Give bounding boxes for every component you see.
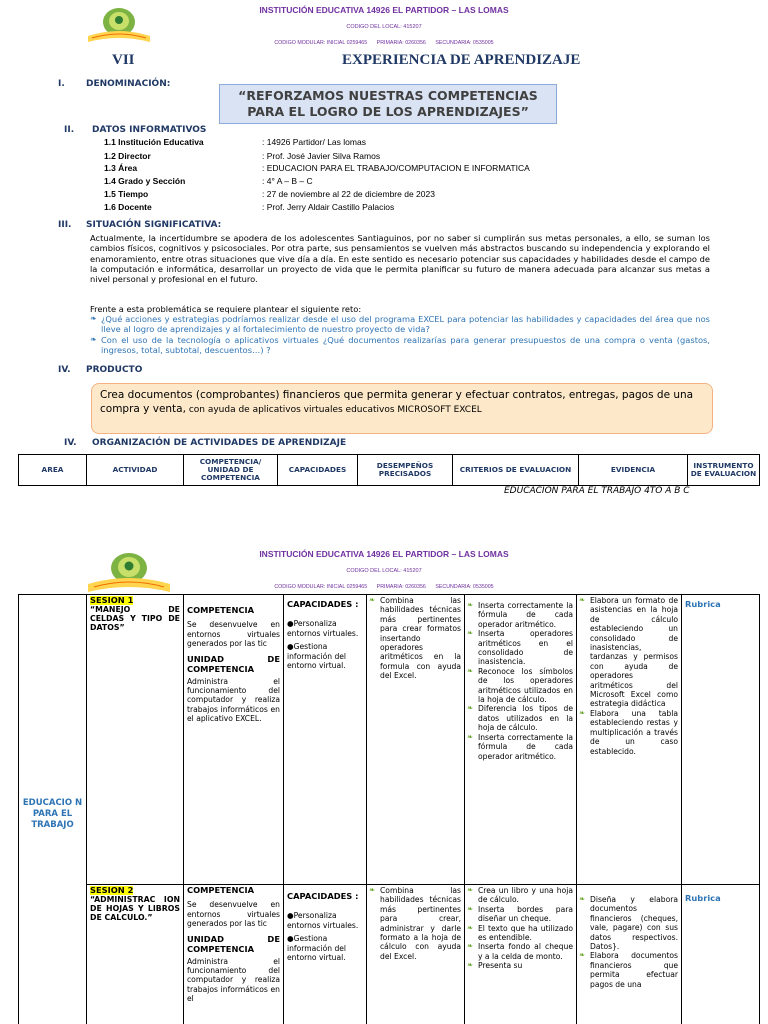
local-code: CODIGO DEL LOCAL: 415207 bbox=[346, 568, 422, 574]
desempenos-cell bbox=[367, 885, 465, 1024]
section-title: SITUACIÓN SIGNIFICATIVA: bbox=[86, 220, 222, 230]
reto-intro: Frente a esta problemática se requiere plantear el siguiente reto: bbox=[90, 304, 362, 314]
unidad-text: Administra el funcionamiento del computador y realiza trabajos informáticos en el aplicativo EXCEL. bbox=[187, 676, 280, 724]
header-area: AREA bbox=[19, 455, 87, 486]
section-number: III. bbox=[58, 220, 72, 230]
evidencia-cell bbox=[577, 885, 682, 1024]
capacidad-item: ●Personaliza entornos virtuales. bbox=[287, 911, 359, 930]
unidad-text: Administra el funcionamiento del computador y realiza trabajos informáticos en el bbox=[187, 956, 280, 1004]
section-title: DATOS INFORMATIVOS bbox=[92, 125, 207, 135]
section-producto bbox=[58, 365, 142, 375]
section-number: I. bbox=[58, 79, 65, 89]
competencia-heading: COMPETENCIA bbox=[187, 885, 255, 895]
producto-main: Crea documentos (comprobantes) financieros que permita generar y efectuar contratos, entregas, pagos de una compra y venta, bbox=[100, 389, 694, 415]
section-datos bbox=[64, 125, 206, 135]
criterio-item: ❧ Reconoce los símbolos de los operadores aritméticos utilizados en la hoja de cálculo. bbox=[468, 667, 573, 705]
info-label: 1.6 Docente bbox=[104, 202, 152, 212]
session-tag: SESION 1 bbox=[90, 595, 134, 605]
competencia-heading: COMPETENCIA bbox=[187, 605, 255, 615]
criterio-item: ❧ Diferencia los tipos de datos utilizados en la hoja de cálculo. bbox=[468, 704, 573, 732]
criterio-item: ❧ Inserta fondo al cheque y a la celda de monto. bbox=[468, 942, 573, 961]
activities-table bbox=[18, 594, 760, 1024]
cycle-label: VII bbox=[112, 52, 135, 68]
activities-header-table bbox=[18, 454, 760, 486]
producto-box bbox=[91, 383, 713, 434]
criterio-item: ❧ Inserta correctamente la fórmula de cada operador aritmético. bbox=[468, 601, 573, 629]
experience-title: EXPERIENCIA DE APRENDIZAJE bbox=[342, 52, 581, 68]
criterio-item: ❧ Presenta su bbox=[468, 961, 573, 970]
capacidad-item: ●Gestiona información del entorno virtual. bbox=[287, 642, 347, 671]
section-situacion bbox=[58, 220, 221, 230]
retos-list bbox=[90, 314, 710, 355]
area-cell: EDUCACIO N PARA EL TRABAJO bbox=[19, 595, 87, 1024]
header-evidencia: EVIDENCIA bbox=[579, 455, 688, 486]
info-label: 1.2 Director bbox=[104, 151, 151, 161]
criterios-cell bbox=[465, 595, 577, 885]
competencia-text: Se desenvuelve en entornos virtuales generados por las tic bbox=[187, 620, 280, 649]
info-label: 1.1 Institución Educativa bbox=[104, 137, 204, 147]
table-header-row bbox=[19, 455, 760, 486]
evidencia-item: ❧ Elabora un formato de asistencias en la hoja de cálculo estableciendo un consolidado de inasistencias, tardanzas y permisos con ayuda de operadores aritméticos del Microsoft Excel como estrategia didáctica bbox=[580, 596, 678, 709]
header-actividad: ACTIVIDAD bbox=[87, 455, 184, 486]
session-2-cell bbox=[87, 885, 184, 1024]
section-title: PRODUCTO bbox=[86, 365, 143, 375]
table-row bbox=[19, 595, 760, 885]
page-footer: EDUCACION PARA EL TRABAJO 4TO A B C bbox=[504, 486, 690, 496]
criterio-item: ❧ Inserta bordes para diseñar un cheque. bbox=[468, 905, 573, 924]
competencia-text: Se desenvuelve en entornos virtuales generados por las tic bbox=[187, 900, 280, 929]
desempenos-cell bbox=[367, 595, 465, 885]
header-competencia: COMPETENCIA/ UNIDAD DE COMPETENCIA bbox=[184, 455, 278, 486]
info-label: 1.3 Área bbox=[104, 163, 138, 173]
capacidades-cell bbox=[284, 885, 367, 1024]
session-1-cell bbox=[87, 595, 184, 885]
capacidades-cell bbox=[284, 595, 367, 885]
reto-item: ❧ Con el uso de la tecnología o aplicativos virtuales ¿Qué documentos realizarías para generar presupuestos de una compra o venta (gastos, ingresos, total, subtotal, descuentos…) ? bbox=[90, 335, 710, 356]
modular-code: CODIGO MODULAR: INICIAL 0259465 bbox=[274, 584, 368, 590]
primaria-code: PRIMARIA: 0260356 bbox=[376, 40, 426, 46]
instrumento-cell bbox=[682, 885, 760, 1024]
section-title: ORGANIZACIÓN DE ACTIVIDADES DE APRENDIZAJE bbox=[92, 438, 347, 448]
modular-code: CODIGO MODULAR: INICIAL 0259465 bbox=[274, 40, 368, 46]
section-title: DENOMINACIÓN: bbox=[86, 79, 171, 89]
reto-item: ❧ ¿Qué acciones y estrategias podríamos realizar desde el uso del programa EXCEL para potenciar las habilidades y capacidades del área que nos lleve al logro de aprendizajes y al fortalecimiento de nuestro proyecto de vida? bbox=[90, 314, 710, 335]
info-label: 1.5 Tiempo bbox=[104, 189, 149, 199]
table-row bbox=[19, 885, 760, 1024]
instrumento-value: Rubrica bbox=[685, 893, 721, 903]
capacidad-item: ●Personaliza entornos virtuales. bbox=[287, 619, 359, 638]
evidencia-cell bbox=[577, 595, 682, 885]
criterios-cell bbox=[465, 885, 577, 1024]
denominacion-box: “REFORZAMOS NUESTRAS COMPETENCIAS PARA EL LOGRO DE LOS APRENDIZAJES” bbox=[219, 84, 557, 124]
section-organizacion bbox=[64, 438, 346, 448]
unidad-heading: UNIDAD DE COMPETENCIA bbox=[187, 933, 280, 954]
capacidades-heading: CAPACIDADES : bbox=[287, 891, 359, 901]
criterio-item: ❧ El texto que ha utilizado es entendible. bbox=[468, 924, 573, 943]
section-number: II. bbox=[64, 125, 75, 135]
criterio-item: ❧ Inserta operadores aritméticos en el consolidado de inasistencia. bbox=[468, 629, 573, 667]
section-number: IV. bbox=[58, 365, 71, 375]
producto-detail: con ayuda de aplicativos virtuales educativos MICROSOFT EXCEL bbox=[185, 405, 482, 415]
info-label: 1.4 Grado y Sección bbox=[104, 176, 186, 186]
desempeno-item: ❧ Combina las habilidades técnicas más pertinentes para crear, administrar y darle formato a la hoja de cálculo con ayuda del Excel. bbox=[370, 886, 461, 961]
section-number: IV. bbox=[64, 438, 77, 448]
header-desempenos: DESEMPEÑOS PRECISADOS bbox=[358, 455, 453, 486]
section-denominacion bbox=[58, 79, 170, 89]
info-value: : 4° A – B – C bbox=[262, 176, 313, 186]
school-name: INSTITUCIÓN EDUCATIVA 14926 EL PARTIDOR – LAS LOMAS bbox=[259, 5, 509, 15]
info-value: : 14926 Partidor/ Las lomas bbox=[262, 137, 366, 147]
header-criterios: CRITERIOS DE EVALUACION bbox=[453, 455, 579, 486]
desempeno-item: ❧ Combina las habilidades técnicas más pertinentes para crear formatos insertando operadores aritméticos en la formula con ayuda del Excel. bbox=[370, 596, 461, 681]
primaria-code: PRIMARIA: 0260356 bbox=[376, 584, 426, 590]
criterio-item: ❧ Crea un libro y una hoja de cálculo. bbox=[468, 886, 573, 905]
session-title: “ADMINISTRAC ION DE HOJAS Y LIBROS DE CALCULO.” bbox=[90, 895, 180, 923]
secundaria-code: SECUNDARIA: 0535005 bbox=[435, 40, 494, 46]
instrumento-value: Rubrica bbox=[685, 599, 721, 609]
unidad-heading: UNIDAD DE COMPETENCIA bbox=[187, 653, 280, 674]
modular-codes bbox=[0, 40, 768, 46]
criterio-item: ❧ Inserta correctamente la fórmula de cada operador aritmético. bbox=[468, 733, 573, 761]
evidencia-item: ❧ Elabora documentos financieros que permita efectuar pagos de una bbox=[580, 951, 678, 989]
capacidades-heading: CAPACIDADES : bbox=[287, 599, 359, 609]
evidencia-item: ❧ Diseña y elabora documentos financieros (cheques, vale, pagare) con sus datos respectivos. Datos}. bbox=[580, 895, 678, 951]
competencia-cell bbox=[184, 595, 284, 885]
info-value: : Prof. Jerry Aldair Castillo Palacios bbox=[262, 202, 395, 212]
situacion-text: Actualmente, la incertidumbre se apodera de los adolescentes Santiaguinos, por no saber si cumplirán sus metas personales, a ello, se suman los cambios físicos, cognitivos y psicosociales. Por otra parte, sus pensamientos se vuelven más abstractos buscando su independencia y explorando el enamoramiento, entre otras situaciones que vive día a día. En este sentido es necesario potenciar sus capacidades y habilidades desde el campo de la computación e informática, desarrollar un proyecto de vida que le permita planificar su futuro de manera adecuada para alcanzar sus metas a nivel personal y profesional en el futuro. bbox=[90, 233, 710, 285]
capacidad-item: ●Gestiona información del entorno virtual. bbox=[287, 934, 347, 963]
evidencia-item: ❧ Elabora una tabla estableciendo restas y multiplicación a través de un caso establecido. bbox=[580, 709, 678, 756]
info-value: : Prof. José Javier Silva Ramos bbox=[262, 151, 381, 161]
modular-codes bbox=[0, 584, 768, 590]
instrumento-cell bbox=[682, 595, 760, 885]
info-value: : 27 de noviembre al 22 de diciembre de 2023 bbox=[262, 189, 435, 199]
session-title: “MANEJO DE CELDAS Y TIPO DE DATOS” bbox=[90, 605, 180, 633]
local-code: CODIGO DEL LOCAL: 415207 bbox=[346, 24, 422, 30]
competencia-cell bbox=[184, 885, 284, 1024]
header-capacidades: CAPACIDADES bbox=[278, 455, 358, 486]
session-tag: SESION 2 bbox=[90, 885, 134, 895]
secundaria-code: SECUNDARIA: 0535005 bbox=[435, 584, 494, 590]
info-value: : EDUCACION PARA EL TRABAJO/COMPUTACION E INFORMATICA bbox=[262, 163, 530, 173]
header-instrumento: INSTRUMENTO DE EVALUACION bbox=[688, 455, 760, 486]
school-name: INSTITUCIÓN EDUCATIVA 14926 EL PARTIDOR – LAS LOMAS bbox=[259, 549, 509, 559]
